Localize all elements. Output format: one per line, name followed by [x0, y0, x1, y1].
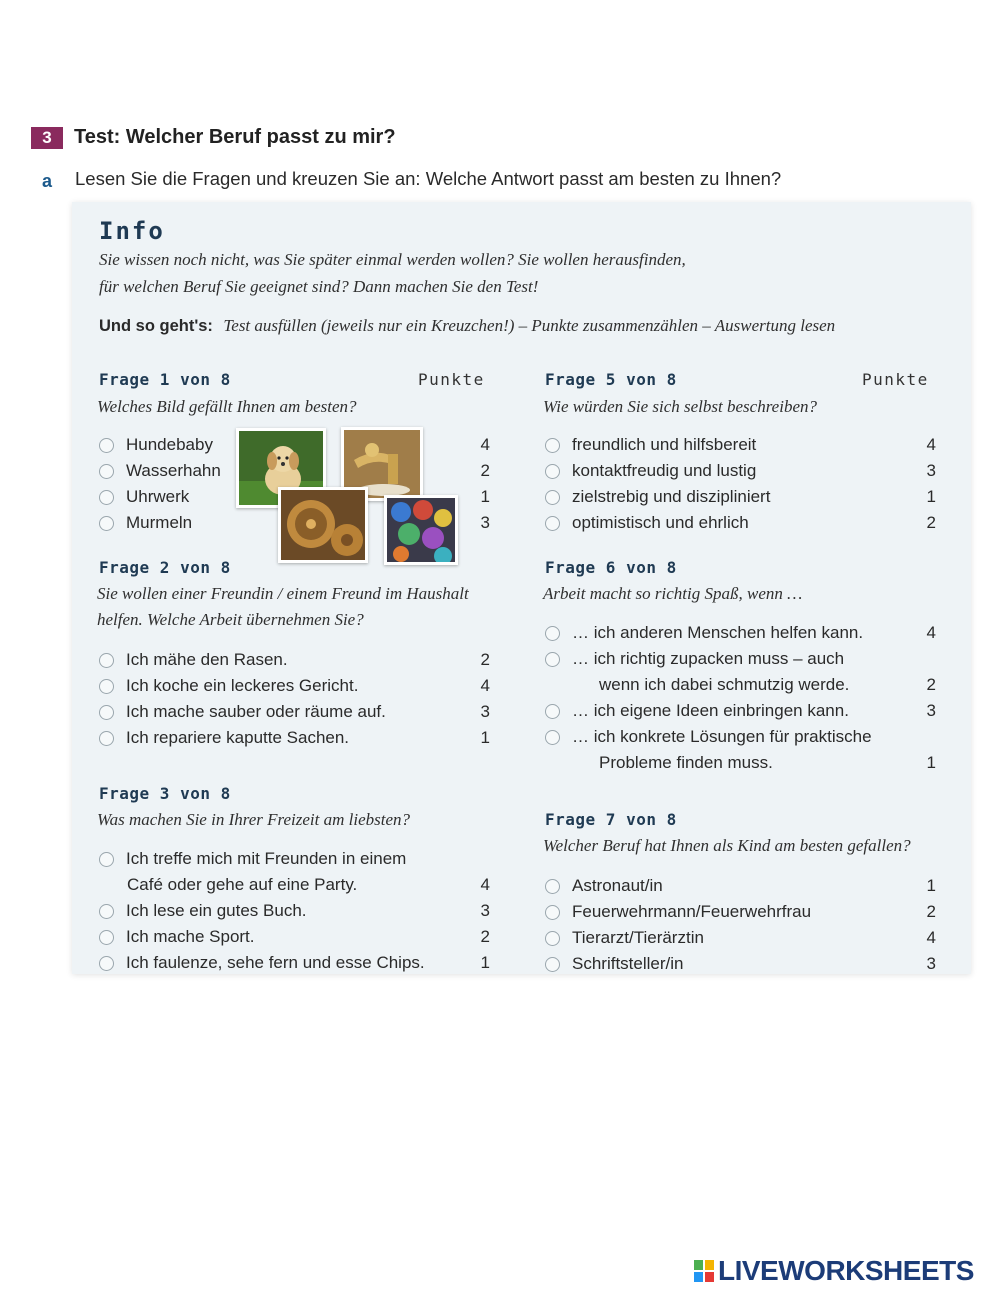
- radio-button[interactable]: [99, 731, 114, 746]
- radio-button[interactable]: [99, 930, 114, 945]
- option-score: 2: [926, 675, 936, 694]
- option[interactable]: optimistisch und ehrlich 2: [545, 510, 936, 536]
- radio-button[interactable]: [545, 704, 560, 719]
- how-it-works-label: Und so geht's:: [99, 317, 213, 335]
- option-score: 3: [480, 513, 490, 532]
- radio-button[interactable]: [99, 956, 114, 971]
- radio-button[interactable]: [99, 904, 114, 919]
- info-line-2: für welchen Beruf Sie geeignet sind? Dann machen Sie den Test!: [99, 277, 539, 296]
- option[interactable]: Ich koche ein leckeres Gericht. 4: [99, 673, 490, 699]
- how-it-works: [99, 316, 835, 336]
- option[interactable]: Astronaut/in 1: [545, 873, 936, 899]
- radio-button[interactable]: [545, 438, 560, 453]
- option[interactable]: Tierarzt/Tierärztin 4: [545, 925, 936, 951]
- how-it-works-text: Test ausfüllen (jeweils nur ein Kreuzchen!) – Punkte zusammenzählen – Auswertung lesen: [223, 316, 836, 335]
- radio-button[interactable]: [545, 730, 560, 745]
- logo-text: LIVEWORKSHEETS: [718, 1255, 974, 1286]
- question-2-prompt-line-2: helfen. Welche Arbeit übernehmen Sie?: [97, 610, 364, 629]
- radio-button[interactable]: [545, 464, 560, 479]
- question-6-options: [545, 620, 936, 776]
- option-score: 3: [926, 954, 936, 973]
- option[interactable]: Murmeln 3: [99, 510, 490, 536]
- option-score: 3: [480, 702, 490, 721]
- question-2-prompt-line-1: Sie wollen einer Freundin / einem Freund im Haushalt: [97, 584, 469, 603]
- question-7-heading: Frage 7 von 8: [545, 810, 677, 829]
- option-score: 3: [926, 461, 936, 480]
- option[interactable]: … ich konkrete Lösungen für praktische: [545, 724, 936, 750]
- option[interactable]: Wasserhahn 2: [99, 458, 490, 484]
- option[interactable]: Uhrwerk 1: [99, 484, 490, 510]
- option[interactable]: Ich faulenze, sehe fern und esse Chips. 1: [99, 950, 490, 976]
- question-3-options: [99, 846, 490, 976]
- option-continuation: Café oder gehe auf eine Party. 4: [127, 875, 490, 894]
- option-score: 2: [926, 513, 936, 532]
- option-score: 3: [926, 701, 936, 720]
- option-score: 1: [926, 487, 936, 506]
- liveworksheets-logo[interactable]: [694, 1255, 974, 1287]
- option-continuation: wenn ich dabei schmutzig werde. 2: [599, 675, 936, 694]
- option[interactable]: Feuerwehrmann/Feuerwehrfrau 2: [545, 899, 936, 925]
- option-score: 4: [926, 623, 936, 642]
- question-3-prompt: Was machen Sie in Ihrer Freizeit am liebsten?: [97, 810, 411, 829]
- question-6-heading: Frage 6 von 8: [545, 558, 677, 577]
- radio-button[interactable]: [99, 438, 114, 453]
- option[interactable]: … ich anderen Menschen helfen kann. 4: [545, 620, 936, 646]
- option-score: 1: [480, 953, 490, 972]
- question-7-options: [545, 873, 936, 977]
- option[interactable]: … ich eigene Ideen einbringen kann. 3: [545, 698, 936, 724]
- radio-button[interactable]: [545, 905, 560, 920]
- option-score: 4: [480, 875, 490, 894]
- option-score: 1: [480, 487, 490, 506]
- points-column-label-right: Punkte: [862, 370, 929, 389]
- question-5-options: [545, 432, 936, 536]
- question-7-prompt: Welcher Beruf hat Ihnen als Kind am besten gefallen?: [543, 836, 911, 855]
- radio-button[interactable]: [99, 464, 114, 479]
- radio-button[interactable]: [99, 852, 114, 867]
- option-score: 4: [480, 676, 490, 695]
- question-2-heading: Frage 2 von 8: [99, 558, 231, 577]
- option-score: 4: [480, 435, 490, 454]
- info-title: Info: [99, 217, 165, 245]
- option[interactable]: … ich richtig zupacken muss – auch: [545, 646, 936, 672]
- option-score: 4: [926, 928, 936, 947]
- option-score: 2: [926, 902, 936, 921]
- option-continuation: Probleme finden muss. 1: [599, 753, 936, 772]
- points-column-label-left: Punkte: [418, 370, 485, 389]
- option[interactable]: Ich mache sauber oder räume auf. 3: [99, 699, 490, 725]
- option[interactable]: Hundebaby 4: [99, 432, 490, 458]
- exercise-number-badge: 3: [31, 127, 63, 149]
- question-2-options: [99, 647, 490, 751]
- question-3-heading: Frage 3 von 8: [99, 784, 231, 803]
- question-1-heading: Frage 1 von 8: [99, 370, 231, 389]
- radio-button[interactable]: [545, 626, 560, 641]
- radio-button[interactable]: [99, 679, 114, 694]
- question-5-heading: Frage 5 von 8: [545, 370, 677, 389]
- marbles-photo: [384, 495, 458, 565]
- option-score: 2: [480, 927, 490, 946]
- option[interactable]: Ich mache Sport. 2: [99, 924, 490, 950]
- option[interactable]: freundlich und hilfsbereit 4: [545, 432, 936, 458]
- exercise-instruction: Lesen Sie die Fragen und kreuzen Sie an: Welche Antwort passt am besten zu Ihnen?: [75, 168, 782, 189]
- option[interactable]: Ich repariere kaputte Sachen. 1: [99, 725, 490, 751]
- question-5-prompt: Wie würden Sie sich selbst beschreiben?: [543, 397, 817, 416]
- option[interactable]: Ich mähe den Rasen. 2: [99, 647, 490, 673]
- radio-button[interactable]: [545, 957, 560, 972]
- option-score: 1: [926, 753, 936, 772]
- sub-exercise-letter: a: [42, 171, 53, 191]
- question-6-prompt: Arbeit macht so richtig Spaß, wenn …: [543, 584, 803, 603]
- radio-button[interactable]: [99, 516, 114, 531]
- option-score: 4: [926, 435, 936, 454]
- radio-button[interactable]: [545, 879, 560, 894]
- option-score: 1: [926, 876, 936, 895]
- clockwork-photo: [278, 487, 368, 563]
- option-score: 2: [480, 650, 490, 669]
- option-score: 3: [480, 901, 490, 920]
- option[interactable]: Ich lese ein gutes Buch. 3: [99, 898, 490, 924]
- option-score: 2: [480, 461, 490, 480]
- logo-grid-icon: [694, 1260, 714, 1282]
- radio-button[interactable]: [545, 516, 560, 531]
- info-line-1: Sie wissen noch nicht, was Sie später einmal werden wollen? Sie wollen herausfinden,: [99, 250, 686, 269]
- option[interactable]: Schriftsteller/in 3: [545, 951, 936, 977]
- radio-button[interactable]: [545, 931, 560, 946]
- option-score: 1: [480, 728, 490, 747]
- option[interactable]: kontaktfreudig und lustig 3: [545, 458, 936, 484]
- radio-button[interactable]: [545, 652, 560, 667]
- radio-button[interactable]: [99, 490, 114, 505]
- radio-button[interactable]: [99, 705, 114, 720]
- radio-button[interactable]: [545, 490, 560, 505]
- question-1-prompt: Welches Bild gefällt Ihnen am besten?: [97, 397, 357, 416]
- option[interactable]: zielstrebig und diszipliniert 1: [545, 484, 936, 510]
- radio-button[interactable]: [99, 653, 114, 668]
- option[interactable]: Ich treffe mich mit Freunden in einem: [99, 846, 490, 872]
- exercise-title: Test: Welcher Beruf passt zu mir?: [74, 126, 396, 148]
